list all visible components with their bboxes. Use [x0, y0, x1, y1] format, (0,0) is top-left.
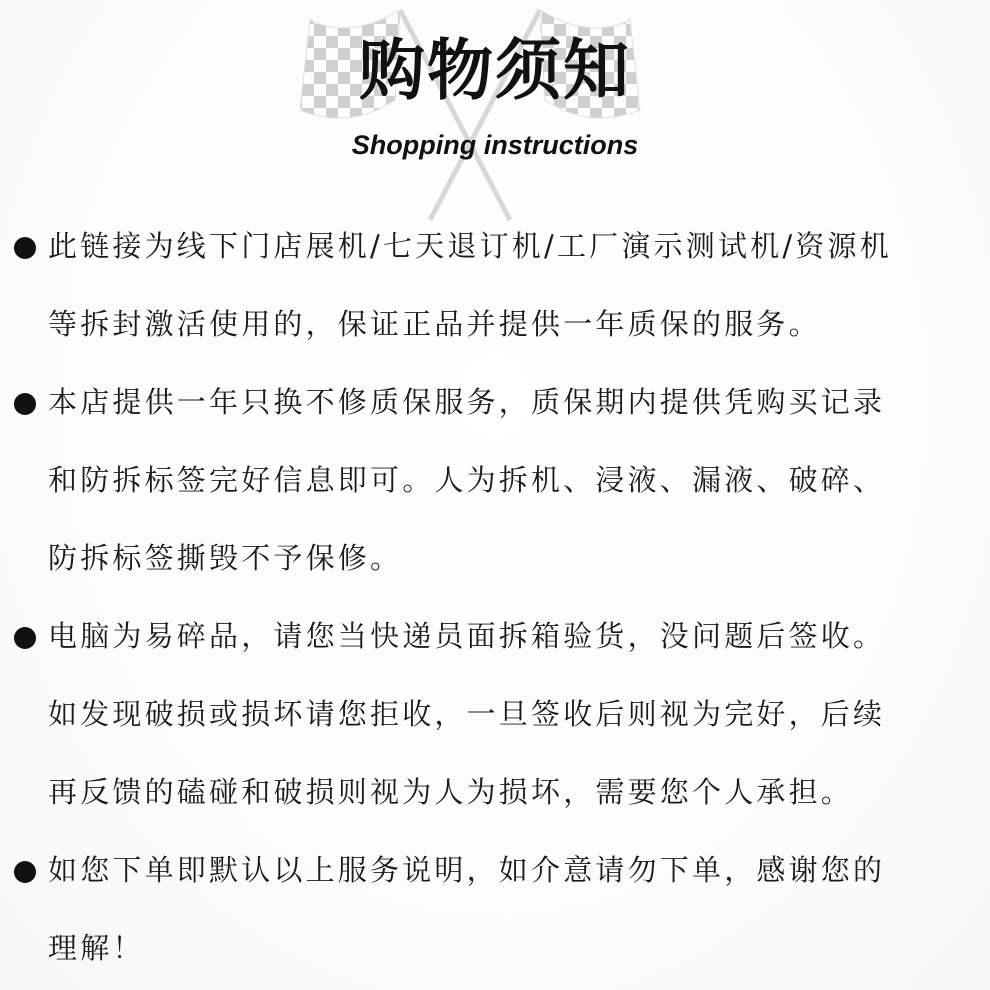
instruction-list: [0, 207, 990, 987]
item-text-line: 和防拆标签完好信息即可。人为拆机、浸液、漏液、破碎、: [48, 463, 886, 497]
list-item: [0, 831, 990, 987]
item-text-line: 本店提供一年只换不修质保服务，质保期内提供凭购买记录: [48, 385, 886, 419]
item-text-line: 如您下单即默认以上服务说明，如介意请勿下单，感谢您的: [48, 853, 886, 887]
list-item: [0, 597, 990, 831]
item-text-line: 如发现破损或损坏请您拒收，一旦签收后则视为完好，后续: [48, 697, 886, 731]
list-item: [0, 363, 990, 597]
item-text-line: 电脑为易碎品，请您当快递员面拆箱验货，没问题后签收。: [48, 619, 886, 653]
list-item: [0, 207, 990, 363]
item-text-line: 此链接为线下门店展机/七天退订机/工厂演示测试机/资源机: [48, 229, 892, 263]
bullet-icon: [14, 627, 36, 649]
bullet-icon: [14, 861, 36, 883]
page-subtitle: Shopping instructions: [351, 130, 639, 160]
page-title: 购物须知: [359, 32, 631, 109]
bullet-icon: [14, 393, 36, 415]
item-text-line: 再反馈的磕碰和破损则视为人为损坏，需要您个人承担。: [48, 775, 854, 809]
item-text-line: 防拆标签撕毁不予保修。: [48, 541, 403, 575]
bullet-icon: [14, 237, 36, 259]
item-text-line: 等拆封激活使用的，保证正品并提供一年质保的服务。: [48, 307, 821, 341]
item-text-line: 理解！: [48, 931, 145, 965]
